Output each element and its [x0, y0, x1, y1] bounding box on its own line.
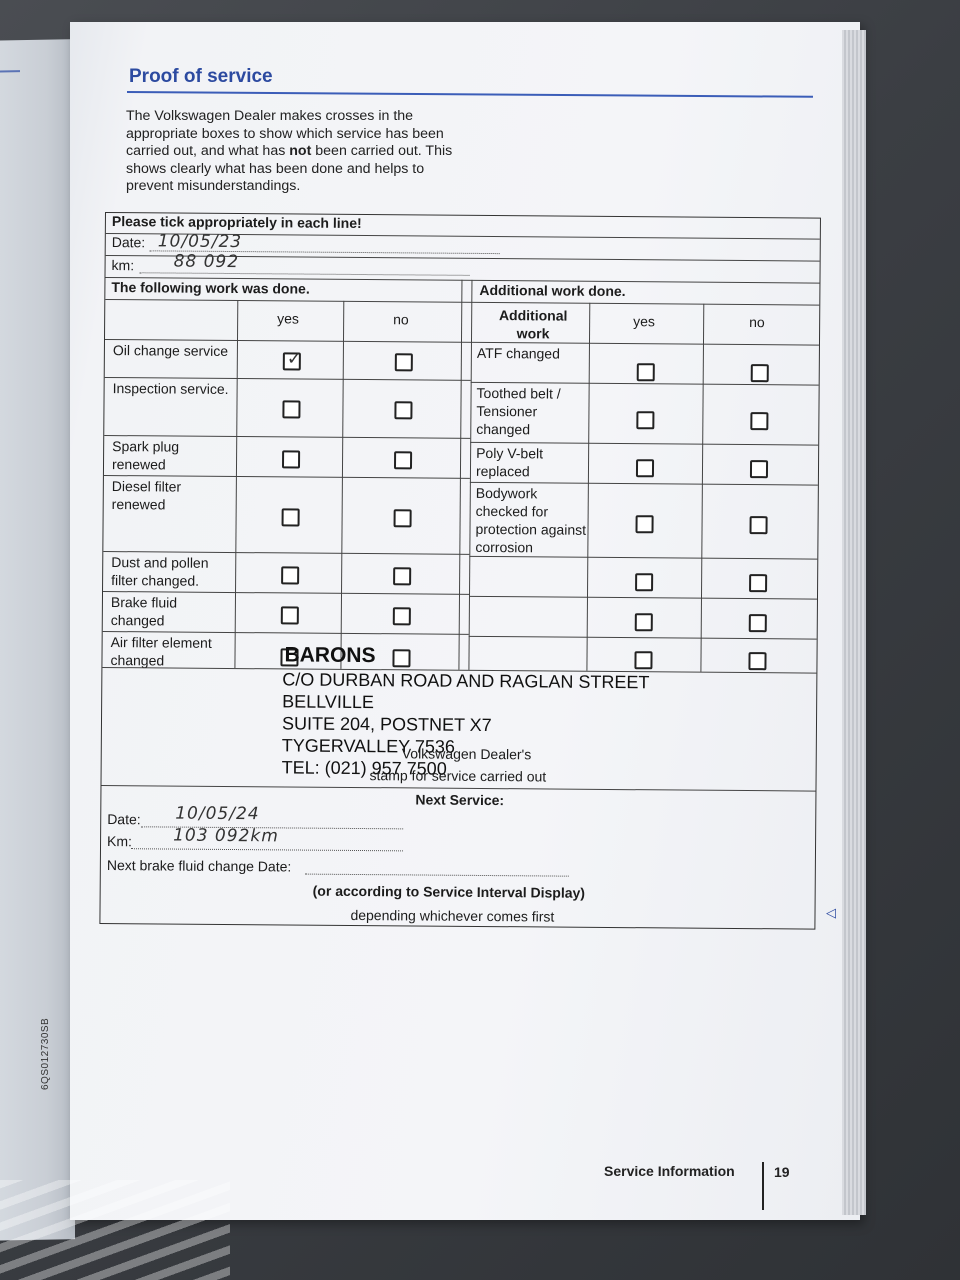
- whichever-note: depending whichever comes first: [350, 906, 555, 925]
- spark-plug-no-checkbox[interactable]: [394, 451, 412, 469]
- dealer-stamp-label-2: stamp for service carried out: [369, 767, 547, 785]
- dealer-stamp-line-3: SUITE 204, POSTNET X7: [281, 713, 492, 736]
- item-atf: ATF changed: [476, 344, 560, 362]
- extra-3-no-checkbox[interactable]: [748, 652, 766, 670]
- next-km-label: Km:: [106, 833, 133, 850]
- footer-divider: [762, 1162, 764, 1210]
- dealer-stamp-line-4: TYGERVALLEY 7536: [281, 735, 455, 757]
- intro-part-2: been carried out. This shows clearly what has been done and helps to prevent misunderstandings.: [126, 143, 453, 194]
- dust-pollen-yes-checkbox[interactable]: [281, 566, 299, 584]
- atf-no-checkbox[interactable]: [751, 364, 769, 382]
- item-air-filter: Air filter element changed: [110, 634, 212, 669]
- toothed-belt-yes-checkbox[interactable]: [636, 411, 654, 429]
- extra-1-no-checkbox[interactable]: [749, 574, 767, 592]
- page-stack-edge: [842, 30, 866, 1215]
- extra-2-yes-checkbox[interactable]: [635, 613, 653, 631]
- toothed-belt-no-checkbox[interactable]: [750, 412, 768, 430]
- dealer-stamp-line-2: BELLVILLE: [282, 691, 374, 713]
- km-value[interactable]: 88 092: [173, 251, 240, 273]
- inspection-yes-checkbox[interactable]: [282, 400, 300, 418]
- page-heading: Proof of service: [129, 66, 273, 87]
- next-service-label: Next Service:: [415, 791, 505, 809]
- continue-triangle-icon: ◁: [826, 905, 836, 920]
- proof-of-service-form: [99, 212, 821, 930]
- right-yes-header: yes: [633, 313, 656, 330]
- left-page-edge: [0, 39, 75, 1241]
- item-dust-pollen: Dust and pollen filter changed.: [111, 554, 209, 589]
- bodywork-no-checkbox[interactable]: [749, 516, 767, 534]
- item-bodywork: Bodywork checked for protection against corrosion: [475, 484, 587, 556]
- item-poly-v-belt: Poly V-belt replaced: [475, 444, 544, 480]
- extra-2-no-checkbox[interactable]: [749, 614, 767, 632]
- km-label: km:: [111, 257, 135, 274]
- page-number: 19: [774, 1164, 790, 1180]
- form-instruction: Please tick appropriately in each line!: [111, 213, 362, 232]
- dealer-stamp-line-5: TEL: (021) 957 7500: [281, 757, 447, 779]
- diesel-filter-no-checkbox[interactable]: [394, 509, 412, 527]
- diesel-filter-yes-checkbox[interactable]: [282, 508, 300, 526]
- interval-note: (or according to Service Interval Display): [312, 882, 586, 901]
- item-brake-fluid: Brake fluid changed: [110, 594, 178, 629]
- work-done-header: The following work was done.: [111, 279, 310, 297]
- footer-section-label: Service Information: [604, 1163, 735, 1179]
- extra-3-yes-checkbox[interactable]: [634, 651, 652, 669]
- item-toothed-belt: Toothed belt / Tensioner changed: [476, 384, 561, 438]
- intro-emphasis: not: [289, 143, 312, 159]
- next-km-value[interactable]: 103 092km: [173, 825, 279, 847]
- dealer-stamp-label-1: Volkswagen Dealer's: [401, 745, 532, 763]
- intro-part-1: The Volkswagen Dealer makes crosses in the appropriate boxes to show which service has been carried out, and what has: [126, 108, 444, 159]
- additional-work-header: Additional work done.: [479, 281, 626, 300]
- brake-fluid-no-checkbox[interactable]: [393, 607, 411, 625]
- right-no-header: no: [749, 314, 765, 331]
- oil-change-yes-checkbox[interactable]: [283, 348, 303, 370]
- date-value[interactable]: 10/05/23: [157, 231, 243, 253]
- intro-text: [126, 108, 466, 196]
- atf-yes-checkbox[interactable]: [637, 363, 655, 381]
- next-date-value[interactable]: 10/05/24: [175, 803, 260, 825]
- oil-change-no-checkbox[interactable]: [395, 353, 413, 371]
- document-code: 6QS012730SB: [40, 1017, 51, 1090]
- check-mark-icon: ✓: [286, 348, 303, 369]
- item-spark-plug: Spark plug renewed: [111, 438, 180, 473]
- additional-work-column-header: Additional work: [498, 307, 568, 342]
- item-oil-change: Oil change service: [112, 342, 229, 359]
- light-glare: [0, 1180, 230, 1280]
- item-inspection: Inspection service.: [112, 380, 229, 397]
- extra-1-yes-checkbox[interactable]: [635, 573, 653, 591]
- brake-fluid-yes-checkbox[interactable]: [281, 606, 299, 624]
- dealer-stamp-name: BARONS: [284, 643, 376, 668]
- poly-v-belt-yes-checkbox[interactable]: [636, 459, 654, 477]
- spark-plug-yes-checkbox[interactable]: [282, 450, 300, 468]
- left-yes-header: yes: [277, 310, 300, 327]
- air-filter-no-checkbox[interactable]: [392, 649, 410, 667]
- dealer-stamp-line-1: C/O DURBAN ROAD AND RAGLAN STREET: [282, 669, 650, 693]
- next-date-label: Date:: [107, 811, 141, 828]
- left-no-header: no: [393, 311, 409, 328]
- poly-v-belt-no-checkbox[interactable]: [750, 460, 768, 478]
- date-label: Date:: [111, 234, 146, 251]
- bodywork-yes-checkbox[interactable]: [635, 515, 653, 533]
- item-diesel-filter: Diesel filter renewed: [111, 478, 182, 513]
- inspection-no-checkbox[interactable]: [394, 401, 412, 419]
- brake-fluid-date-label: Next brake fluid change Date:: [106, 857, 292, 875]
- dust-pollen-no-checkbox[interactable]: [393, 567, 411, 585]
